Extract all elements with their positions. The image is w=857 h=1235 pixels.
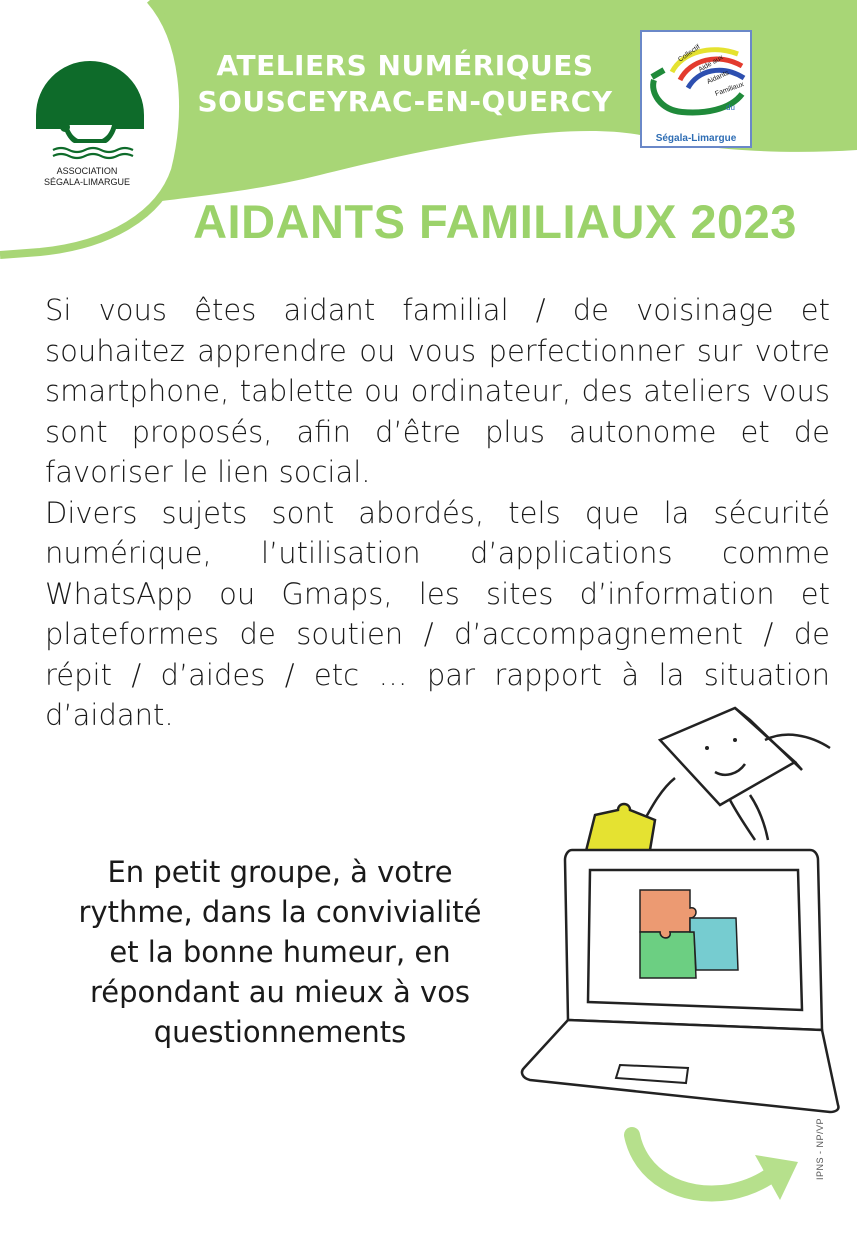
box-character (640, 708, 830, 840)
association-caption-line2: SÉGALA-LIMARGUE (43, 177, 131, 187)
group-text-line2: rythme, dans la convivialité (78, 895, 482, 929)
page-title: AIDANTS FAMILIAUX 2023 (193, 195, 797, 248)
header-title (175, 48, 635, 120)
collectif-logo-graphic (642, 32, 750, 127)
group-text-line4: répondant au mieux à vos (89, 975, 471, 1009)
association-caption (22, 166, 152, 188)
body-paragraph-1: Si vous êtes aidant familial / de voisinage et souhaitez apprendre ou vous perfectionner sur votre smartphone, tablette ou ordinateur, des ateliers vous sont proposés, afin d’être plus autonome et de favoriser le lien social. (45, 293, 830, 489)
curved-arrow-icon (620, 1120, 810, 1215)
svg-text:Aidants: Aidants (705, 69, 731, 86)
green-puzzle-piece (640, 932, 696, 978)
ipns-mention: IPNS - NP/VP (815, 1117, 825, 1180)
association-caption-line1: ASSOCIATION (56, 166, 118, 176)
orange-puzzle-piece (640, 890, 696, 938)
group-text (40, 852, 520, 1052)
group-text-line3: et la bonne humeur, en (109, 935, 451, 969)
collectif-logo (640, 30, 752, 148)
body-text (45, 290, 830, 736)
group-text-line5: questionnements (153, 1015, 407, 1049)
laptop-puzzle-illustration (510, 700, 840, 1120)
collectif-caption: Ségala-Limargue (655, 133, 737, 144)
svg-text:du: du (726, 103, 735, 112)
group-text-line1: En petit groupe, à votre (107, 855, 453, 889)
blue-puzzle-piece (690, 918, 738, 970)
tree-logo-icon (28, 55, 153, 170)
svg-text:Collectif: Collectif (677, 43, 702, 64)
header-title-line1: ATELIERS NUMÉRIQUES (216, 49, 594, 82)
svg-text:Familiaux: Familiaux (714, 81, 745, 98)
header-title-line2: SOUSCEYRAC-EN-QUERCY (197, 85, 613, 118)
svg-text:Aide aux: Aide aux (697, 54, 725, 74)
laptop-base (522, 1020, 838, 1112)
body-paragraph-2: Divers sujets sont abordés, tels que la sécurité numérique, l’utilisation d’applications comme WhatsApp ou Gmaps, les sites d’information et plateformes de soutien / d’accompagnement / de répit / d’aides / etc … par rapport à la situation d’aidant. (45, 495, 830, 732)
